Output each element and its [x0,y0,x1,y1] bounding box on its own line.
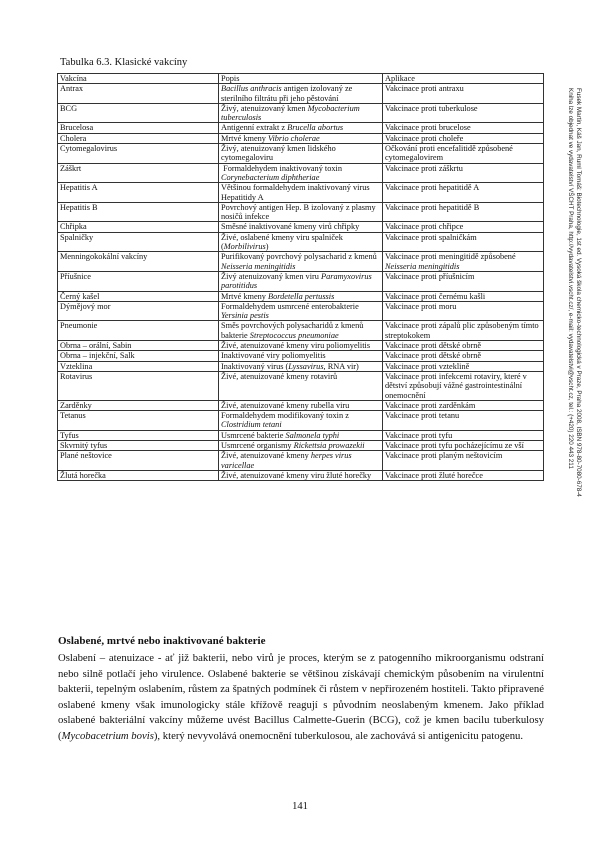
table-row [58,361,544,371]
vaccine-name-cell: Antrax [58,84,219,104]
body-paragraph [58,651,544,745]
vaccine-name-cell: Obrna – injekční, Salk [58,351,219,361]
application-cell: Vakcinace proti meningitidě způsobené Neisseria meningitidis [383,252,544,272]
table-row [58,252,544,272]
description-cell: Živé, atenuizované kmeny herpes virus varicellae [219,451,383,471]
application-cell: Vakcinace proti chřipce [383,222,544,232]
application-cell: Vakcinace proti zápalů plic způsobeným tímto streptokokem [383,321,544,341]
vaccine-name-cell: Žlutá horečka [58,470,219,480]
description-cell: Mrtvé kmeny Vibrio cholerae [219,133,383,143]
application-cell: Vakcinace proti dětské obrně [383,341,544,351]
description-cell: Většinou formaldehydem inaktivovaný virus Hepatitidy A [219,183,383,203]
description-cell: Purifikovaný povrchový polysacharid z kmenů Neisseria meningitidis [219,252,383,272]
description-cell: Živý atenuizovaný kmen viru Paramyxovirus parotitidus [219,271,383,291]
column-header: Vakcína [58,74,219,84]
description-cell: Živý, atenuizovaný kmen Mycobacterium tuberculosis [219,103,383,123]
application-cell: Vakcinace proti spalničkám [383,232,544,252]
description-cell: Směs povrchových polysacharidů z kmenů bakterie Streptococcus pneumoniae [219,321,383,341]
description-cell: Usmrcené bakterie Salmonela typhi [219,430,383,440]
table-row [58,351,544,361]
vaccine-name-cell: Skvrnitý tyfus [58,440,219,450]
description-cell: Živé, atenuizované kmeny viru žluté horečky [219,470,383,480]
description-cell: Formaldehydem modifikovaný toxin z Clostridium tetani [219,411,383,431]
description-cell: Inaktivované viry poliomyelitis [219,351,383,361]
table-row [58,144,544,164]
table-row [58,470,544,480]
application-cell: Vakcinace proti infekcemi rotaviry, které v dětství způsobují vážné gastrointestinální onemocnění [383,371,544,400]
description-cell: Živý, atenuizovaný kmen lidského cytomegaloviru [219,144,383,164]
vaccine-name-cell: Příušnice [58,271,219,291]
column-header: Popis [219,74,383,84]
application-cell: Vakcinace proti žluté horečce [383,470,544,480]
table-row [58,440,544,450]
vaccine-name-cell: Hepatitis A [58,183,219,203]
vaccine-name-cell: Obrna – orální, Sabin [58,341,219,351]
table-row [58,103,544,123]
vaccine-name-cell: Brucelosa [58,123,219,133]
table-body [58,84,544,481]
table-row [58,133,544,143]
description-cell: Živé, atenuizované kmeny rotavirů [219,371,383,400]
vaccine-name-cell: Spalničky [58,232,219,252]
application-cell: Vakcinace proti záškrtu [383,163,544,183]
description-cell: Směsné inaktivované kmeny virů chřipky [219,222,383,232]
application-cell: Očkování proti encefalitidě způsobené cytomegalovirem [383,144,544,164]
table-row [58,271,544,291]
application-cell: Vakcinace proti choleře [383,133,544,143]
application-cell: Vakcinace proti tyfu [383,430,544,440]
application-cell: Vakcinace proti vzteklině [383,361,544,371]
table-row [58,371,544,400]
description-cell: Inaktivovaný virus (Lyssavirus, RNA vir) [219,361,383,371]
description-cell: Usmrcené organismy Rickettsia prowazekii [219,440,383,450]
description-cell: Povrchový antigen Hep. B izolovaný z plasmy nosičů infekce [219,202,383,222]
description-cell: Živé, oslabené kmeny viru spalniček (Morbilivirus) [219,232,383,252]
application-cell: Vakcinace proti dětské obrně [383,351,544,361]
vaccine-name-cell: Dýmějový mor [58,301,219,321]
description-cell: Formaldehydem inaktivovaný toxin Corynebacterium diphtheriae [219,163,383,183]
vaccine-name-cell: Hepatitis B [58,202,219,222]
vaccines-table [57,73,544,481]
table-row [58,430,544,440]
table-row [58,451,544,471]
application-cell: Vakcinace proti tuberkulose [383,103,544,123]
application-cell: Vakcinace proti brucelose [383,123,544,133]
vaccine-name-cell: Menningokokální vakcíny [58,252,219,272]
sidebar-line: Kniha lze objednat ve vydavatelství VŠCHT Praha, http://vydavatelstvi.vscht.cz/, e-mail: vydavatelstvi@vscht.cz, tel.: (+420) 220 443 211 [567,88,574,469]
application-cell: Vakcinace proti hepatitidě A [383,183,544,203]
table-row [58,123,544,133]
table-row [58,291,544,301]
table-row [58,232,544,252]
vaccine-name-cell: Rotavirus [58,371,219,400]
vaccine-name-cell: Záškrt [58,163,219,183]
table-row [58,321,544,341]
description-cell: Živé, atenuizované kmeny viru poliomyelitis [219,341,383,351]
application-cell: Vakcinace proti moru [383,301,544,321]
application-cell: Vakcinace proti zarděnkám [383,400,544,410]
vaccine-name-cell: Vzteklina [58,361,219,371]
table-row [58,84,544,104]
table-row [58,163,544,183]
vaccine-name-cell: Cytomegalovirus [58,144,219,164]
vaccine-name-cell: Tyfus [58,430,219,440]
vaccine-name-cell: Cholera [58,133,219,143]
application-cell: Vakcinace proti hepatitidě B [383,202,544,222]
description-cell: Formaldehydem usmrcené enterobakterie Yersinia pestis [219,301,383,321]
application-cell: Vakcinace proti tyfu pocházejícímu ze vší [383,440,544,450]
description-cell: Antigenní extrakt z Brucella abortus [219,123,383,133]
section-title: Oslabené, mrtvé nebo inaktivované bakterie [58,635,266,647]
table-caption: Tabulka 6.3. Klasické vakcíny [60,57,188,68]
sidebar-line: Fusek Martin, Káš Jan, Ruml Tomáš: Biotechnologie, 1st ed. Vysoká škola chemicko-technologická v Praze, Praha 2008, ISBN 978-80-7080-678-4 [575,88,582,497]
table-header-row [58,74,544,84]
paragraph-text: Oslabení – atenuizace - ať již bakterii, nebo virů je proces, kterým se z patogenního mikroorganismu odstraní nebo silně potlačí jeho virulence. Oslabené bakterie se většinou získávají chemickým působením na virulentní bakterii, tepelným oslabením, růstem za špatných podmínek či růstem v nepřirozeném hostiteli. Takto připravené oslabené kmeny však imunologicky stále křížově reagují s původním neoslabeným kmenem. Jako příklad oslabené bakteriální vakcíny můžeme uvést Bacillus Calmette-Guerin (BCG), což je kmen bacilu tuberkulosy (Mycobacetrium bovis), který nevyvolává onemocnění tuberkulosou, ale zachovává si antigenicitu patogenu. [58,652,544,742]
page-number: 141 [292,801,308,812]
table-row [58,411,544,431]
column-header: Aplikace [383,74,544,84]
vaccine-name-cell: Plané neštovice [58,451,219,471]
vaccine-name-cell: Zarděnky [58,400,219,410]
copyright-sidebar [566,88,582,588]
description-cell: Mrtvé kmeny Bordetella pertussis [219,291,383,301]
vaccine-name-cell: Tetanus [58,411,219,431]
description-cell: Bacillus anthracis antigen izolovaný ze sterilního filtrátu při jeho pěstování [219,84,383,104]
vaccine-name-cell: Pneumonie [58,321,219,341]
application-cell: Vakcinace proti černému kašli [383,291,544,301]
table-row [58,222,544,232]
vaccine-name-cell: BCG [58,103,219,123]
description-cell: Živé, atenuizované kmeny rubella viru [219,400,383,410]
vaccine-name-cell: Chřipka [58,222,219,232]
table-row [58,202,544,222]
table-row [58,183,544,203]
application-cell: Vakcinace proti planým neštovicím [383,451,544,471]
table-row [58,301,544,321]
vaccine-name-cell: Černý kašel [58,291,219,301]
table-row [58,400,544,410]
application-cell: Vakcinace proti tetanu [383,411,544,431]
table-row [58,341,544,351]
application-cell: Vakcinace proti příušnicím [383,271,544,291]
application-cell: Vakcinace proti antraxu [383,84,544,104]
